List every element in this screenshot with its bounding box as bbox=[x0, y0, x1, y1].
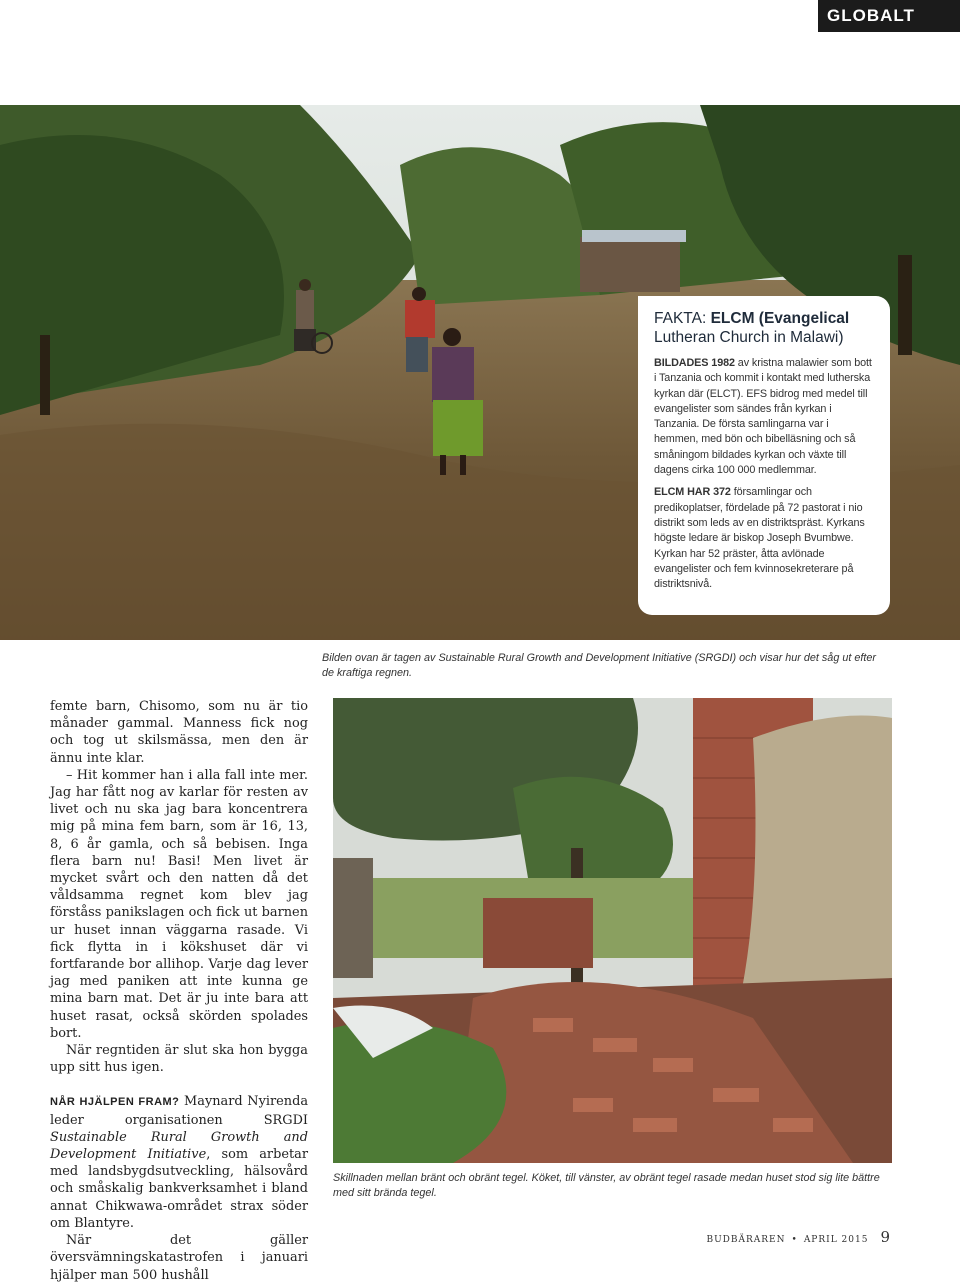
fact-title-prefix: FAKTA: bbox=[654, 310, 711, 327]
body-paragraph-5: När det gäller översvämningskatastrofen i januari hjälper man 500 hushåll bbox=[50, 1233, 308, 1283]
fact-paragraph-2 bbox=[654, 485, 874, 592]
body-p4-italic: Sustainable Rural Growth and Development Initiative bbox=[50, 1129, 308, 1163]
section-label: GLOBALT bbox=[818, 0, 960, 32]
page-footer bbox=[706, 1228, 890, 1246]
body-paragraph-4 bbox=[50, 1093, 308, 1232]
body-paragraph-3: När regntiden är slut ska hon bygga upp sitt hus igen. bbox=[50, 1043, 308, 1076]
footer-separator: • bbox=[791, 1235, 798, 1245]
fact-box bbox=[638, 296, 890, 615]
fact-box-title bbox=[654, 309, 874, 347]
fact-p2-lead: ELCM HAR 372 bbox=[654, 486, 731, 499]
body-p4-a: Maynard Nyirenda leder organisationen SRGDI bbox=[50, 1094, 309, 1128]
caption-top: Bilden ovan är tagen av Sustainable Rural Growth and Development Initiative (SRGDI) och visar hur det såg ut efter de kraftiga regnen. bbox=[322, 652, 876, 679]
fact-title-bold: ELCM (Evangelical bbox=[710, 310, 850, 327]
fact-p1-lead: BILDADES 1982 bbox=[654, 357, 735, 369]
fact-p1-text: av kristna malawier som bott i Tanzania och kommit i kontakt med lutherska kyrkan där (ELCT). EFS bidrog med medel till evangelister som sändes från kyrkan i Tanzania. De första samlingarna var i hemmen, med bön och bibelläsning och så småningom bildades kyrkan och växte till dagens cirka 100 000 medlemmar. bbox=[654, 357, 872, 477]
page-number: 9 bbox=[880, 1228, 890, 1246]
subheading: NÅR HJÄLPEN FRAM? bbox=[50, 1096, 180, 1109]
body-p4-b: , som arbetar med landsbygdsutveckling, hälsovård och småskalig bankverksamhet i bland annat Chikwawa-området strax söder om Blantyre. bbox=[50, 1147, 308, 1231]
body-paragraph-2: – Hit kommer han i alla fall inte mer. Jag har fått nog av karlar för resten av livet och nu ska jag bara koncentrera mig på mina fem barn, som är 16, 13, 8, 6 år gamla, och så bebisen. Inga flera barn nu! Basi! Men livet är mycket svårt och den natten då det våldsamma regnet kom blev jag förståss panikslagen och fick ut barnen ur huset innan väggarna rasade. Vi fick flytta in i kökshuset där vi fortfarande bor allihop. Varje dag lever jag med paniken att inte kunna ge mina barn mat. Det är ju inte bara att huset rasat, också skörden spolades bort. bbox=[50, 767, 308, 1041]
fact-paragraph-1 bbox=[654, 356, 874, 478]
fact-title-line2: Lutheran Church in Malawi) bbox=[654, 329, 844, 346]
brick-ruins-photo bbox=[333, 698, 892, 1163]
issue-date: APRIL 2015 bbox=[803, 1235, 869, 1245]
publication-name: BUDBÄRAREN bbox=[706, 1235, 786, 1245]
caption-bottom: Skillnaden mellan bränt och obränt tegel. Köket, till vänster, av obränt tegel rasade medan huset stod sig lite bättre med sitt brända tegel. bbox=[333, 1172, 880, 1199]
fact-p2-text: församlingar och predikoplatser, fördelade på 72 pastorat i nio distrikt som leds av en distriktspräst. Kyrkans högste ledare är biskop Joseph Bvumbwe. Kyrkan har 52 präster, åtta avlönade evangelister och fem kvinnosekreterare på distriktsnivå. bbox=[654, 486, 865, 591]
article-body bbox=[50, 698, 308, 1284]
body-paragraph-1: femte barn, Chisomo, som nu är tio månader gammal. Manness fick nog och tog ut skilsmässa, men den är ännu inte klar. bbox=[50, 699, 308, 766]
